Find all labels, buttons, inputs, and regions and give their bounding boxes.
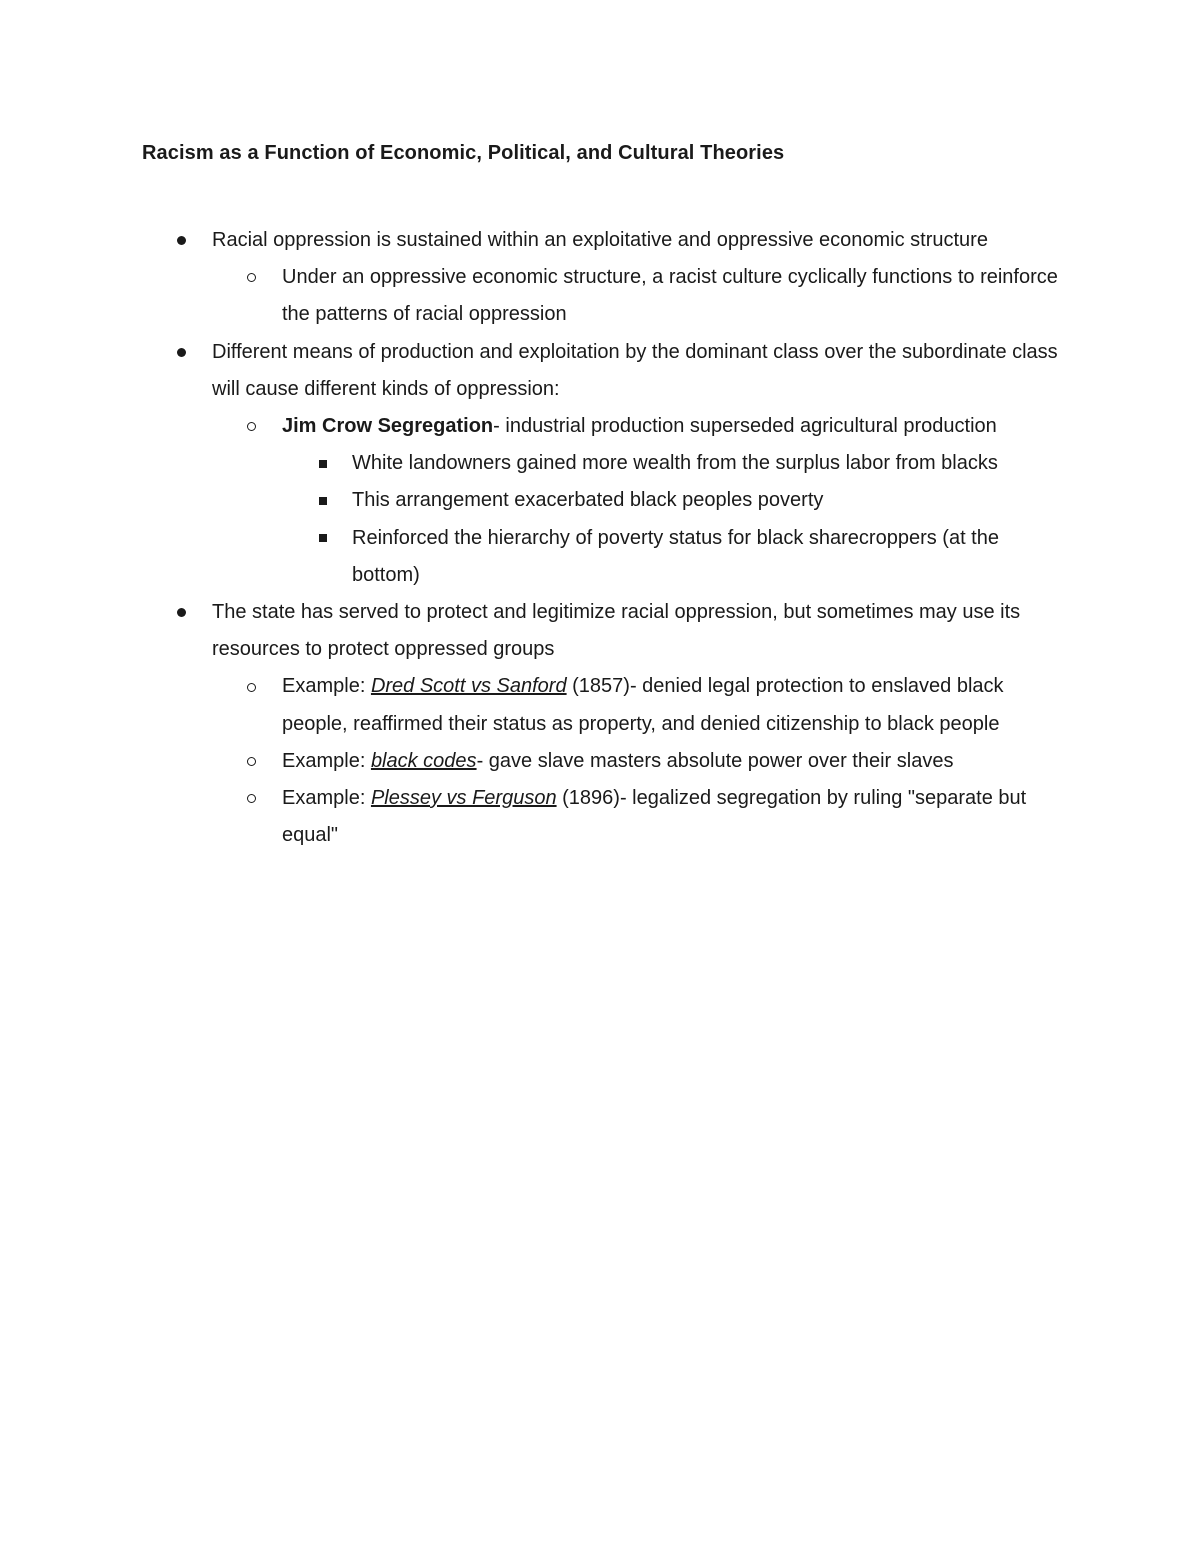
list-item [352,445,1072,482]
list-item [352,482,1072,519]
sub-list [282,668,1072,854]
list-item-text: Reinforced the hierarchy of poverty status for black sharecroppers (at the bottom) [352,526,999,586]
outline-list [212,222,1072,854]
list-item [282,259,1072,333]
bullet-circle-icon [244,408,258,445]
list-item [212,222,1072,334]
example-prefix: Example: [282,749,371,772]
bullet-square-icon [316,445,330,482]
sub-sub-list [352,445,1072,594]
example-prefix: Example: [282,675,371,698]
bullet-disc-icon [174,334,188,371]
list-item [352,520,1072,594]
list-item [282,668,1072,742]
list-item-text: Racial oppression is sustained within an exploitative and oppressive economic structure [212,229,988,251]
list-item [282,780,1072,854]
list-item-text: White landowners gained more wealth from the surplus labor from blacks [352,452,998,475]
list-item-text: - gave slave masters absolute power over their slaves [476,749,954,772]
term-jim-crow: Jim Crow Segregation [282,415,494,438]
list-item-text: (1896)- legalized segregation by ruling "separate but equal" [282,787,1027,847]
case-dred-scott: Dred Scott vs Sanford [370,675,567,698]
list-item-text: (1857)- denied legal protection to enslaved black people, reaffirmed their status as property, and denied citizenship to black people [282,675,1004,735]
list-item-text: - industrial production superseded agricultural production [493,415,997,438]
document-title: Racism as a Function of Economic, Political, and Cultural Theories [142,142,785,164]
sub-list [282,408,1072,594]
example-prefix: Example: [282,787,371,810]
bullet-square-icon [316,482,330,519]
list-item [282,743,1072,780]
list-item [212,334,1072,594]
bullet-square-icon [316,520,330,557]
bullet-circle-icon [244,780,258,817]
term-black-codes: black codes [370,749,477,772]
list-item [282,408,1072,594]
list-item [212,594,1072,854]
list-item-text: Under an oppressive economic structure, a racist culture cyclically functions to reinforce the patterns of racial oppression [282,266,1058,326]
bullet-circle-icon [244,259,258,296]
case-plessey: Plessey vs Ferguson [370,787,557,810]
bullet-circle-icon [244,743,258,780]
sub-list [282,259,1072,333]
bullet-disc-icon [174,222,188,259]
bullet-circle-icon [244,668,258,705]
list-item-text: The state has served to protect and legitimize racial oppression, but sometimes may use its resources to protect oppressed groups [212,601,1021,661]
bullet-disc-icon [174,594,188,631]
list-item-text: This arrangement exacerbated black peoples poverty [352,489,824,512]
list-item-text: Different means of production and exploitation by the dominant class over the subordinate class will cause different kinds of oppression: [212,340,1058,400]
